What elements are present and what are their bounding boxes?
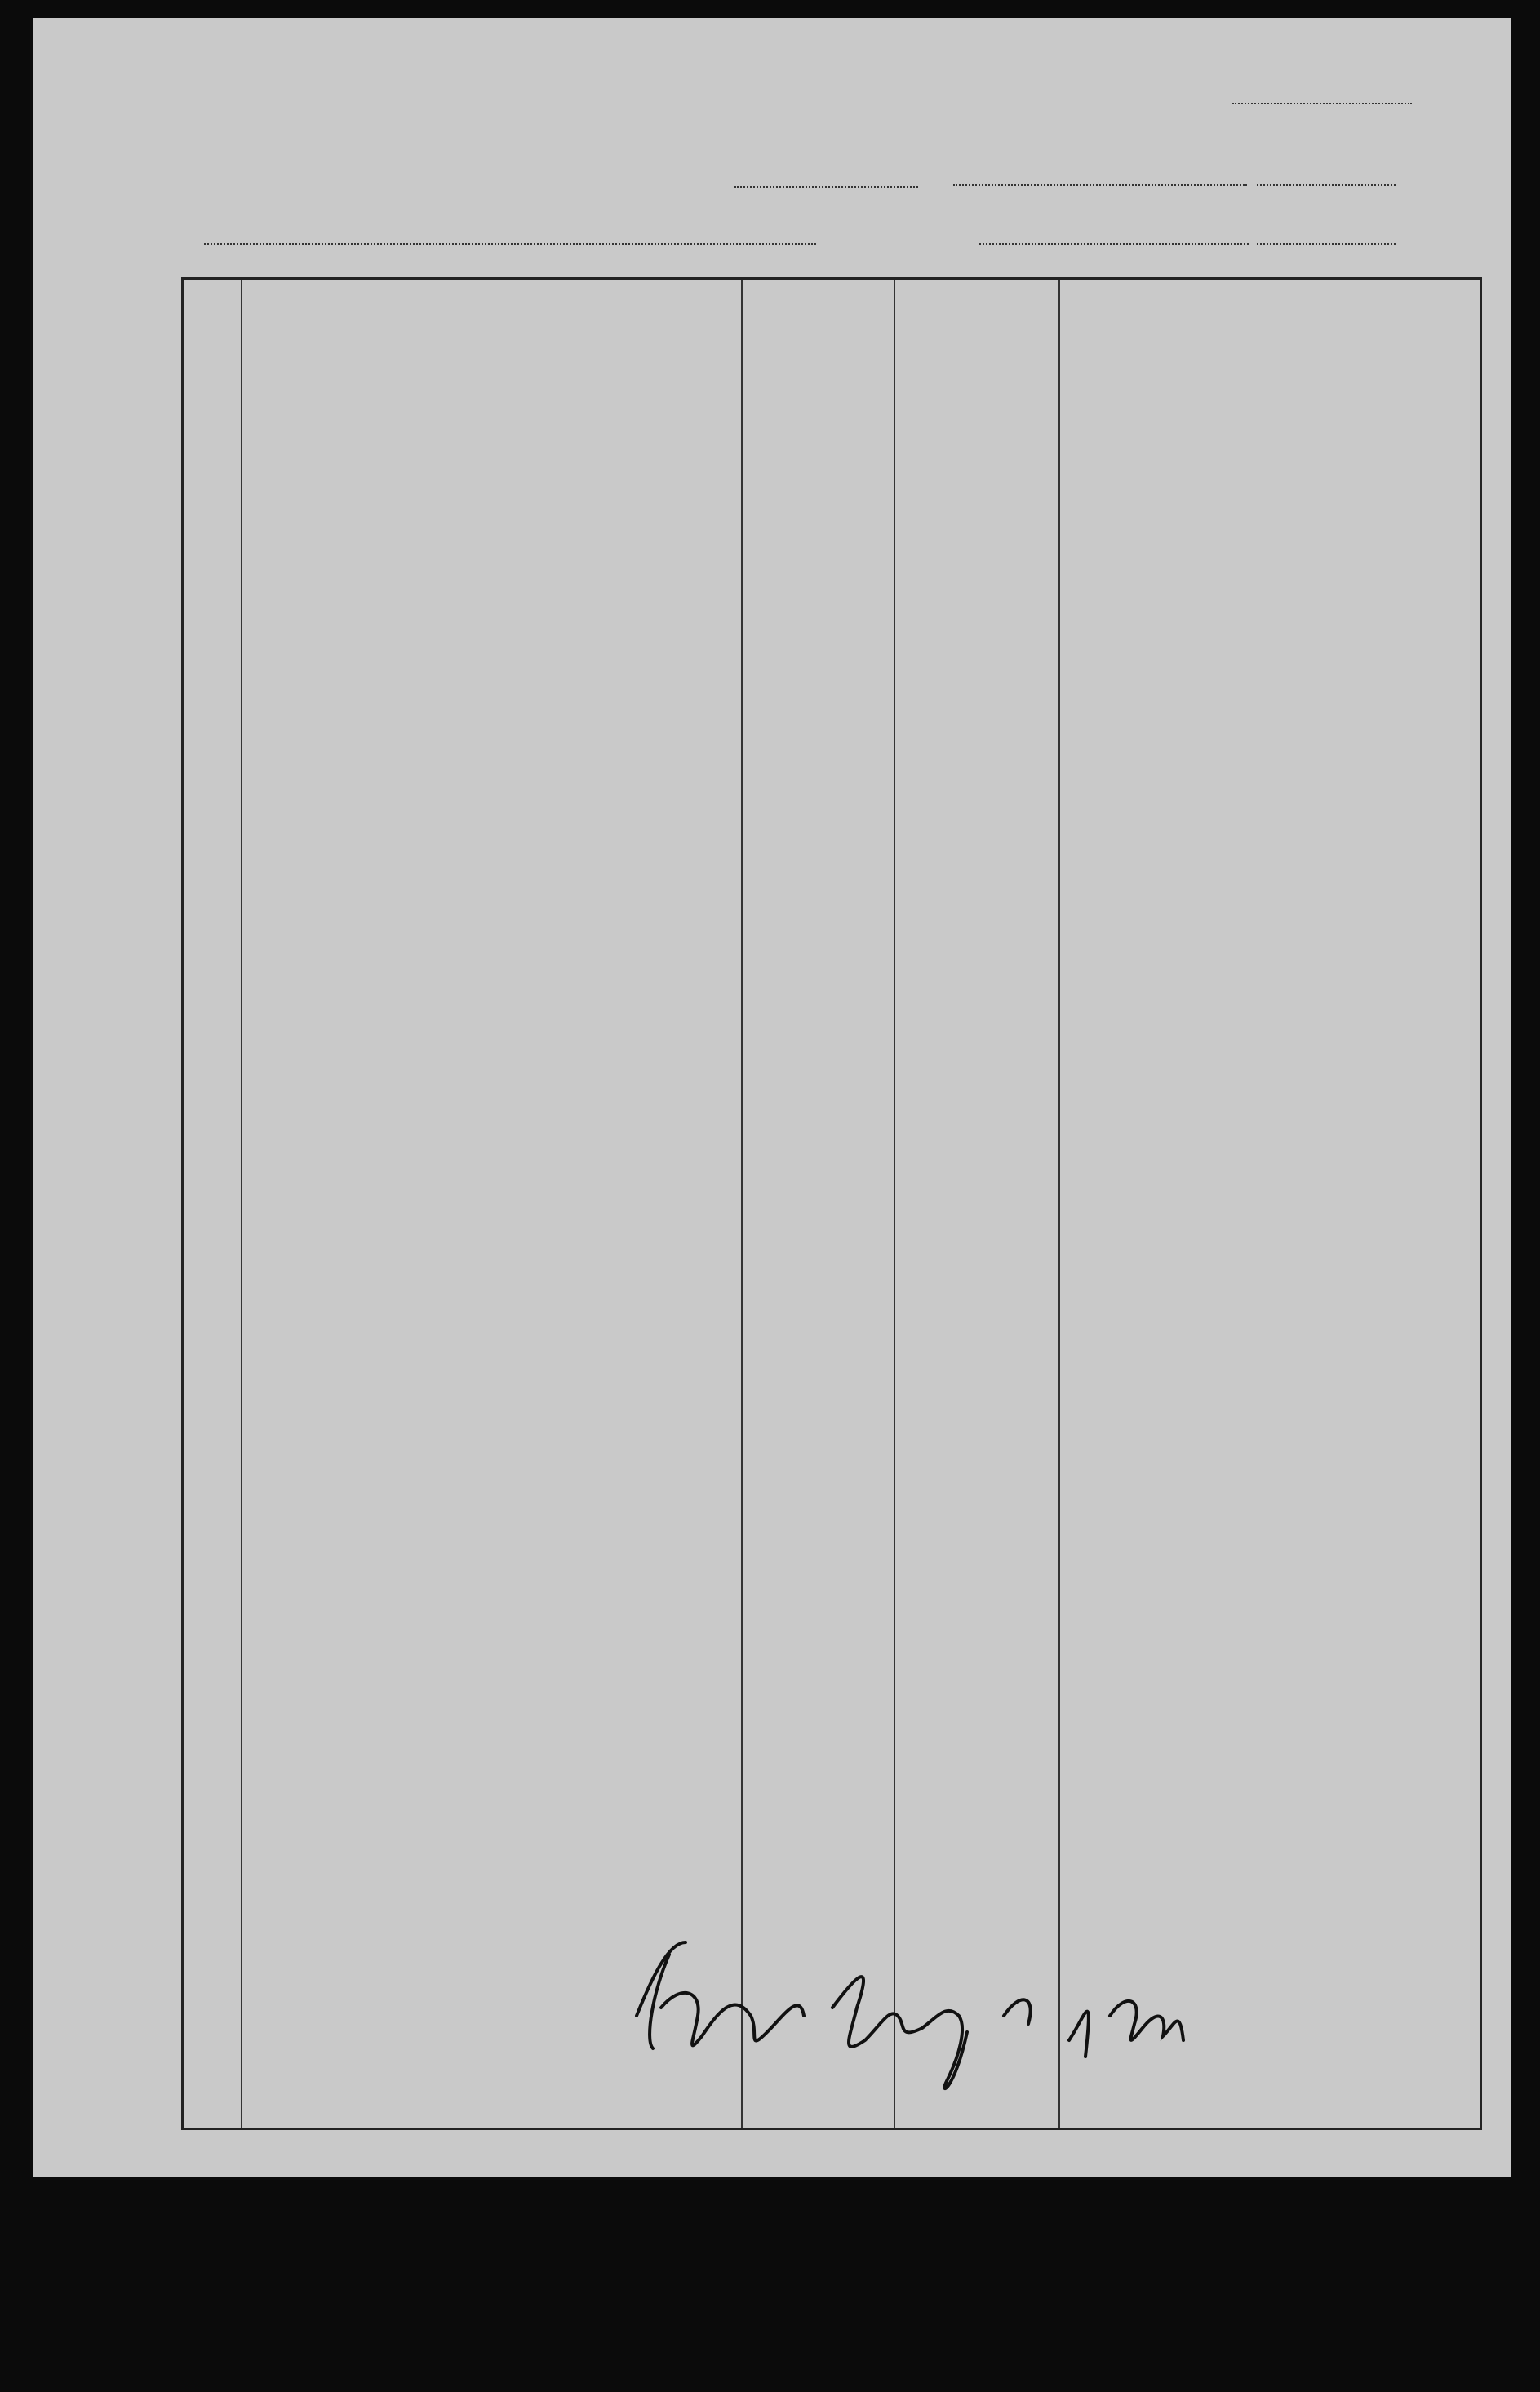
vessel-underline: [204, 243, 816, 245]
from-underline: [953, 184, 1247, 186]
passenger-table: [181, 277, 1482, 2130]
list-no-underline: [1232, 103, 1412, 104]
class-underline: [734, 186, 918, 188]
manifest-sheet: [33, 18, 1511, 2177]
port-underline: [979, 243, 1249, 245]
arrival-date-underline: [1257, 243, 1396, 245]
date-underline: [1257, 184, 1396, 186]
